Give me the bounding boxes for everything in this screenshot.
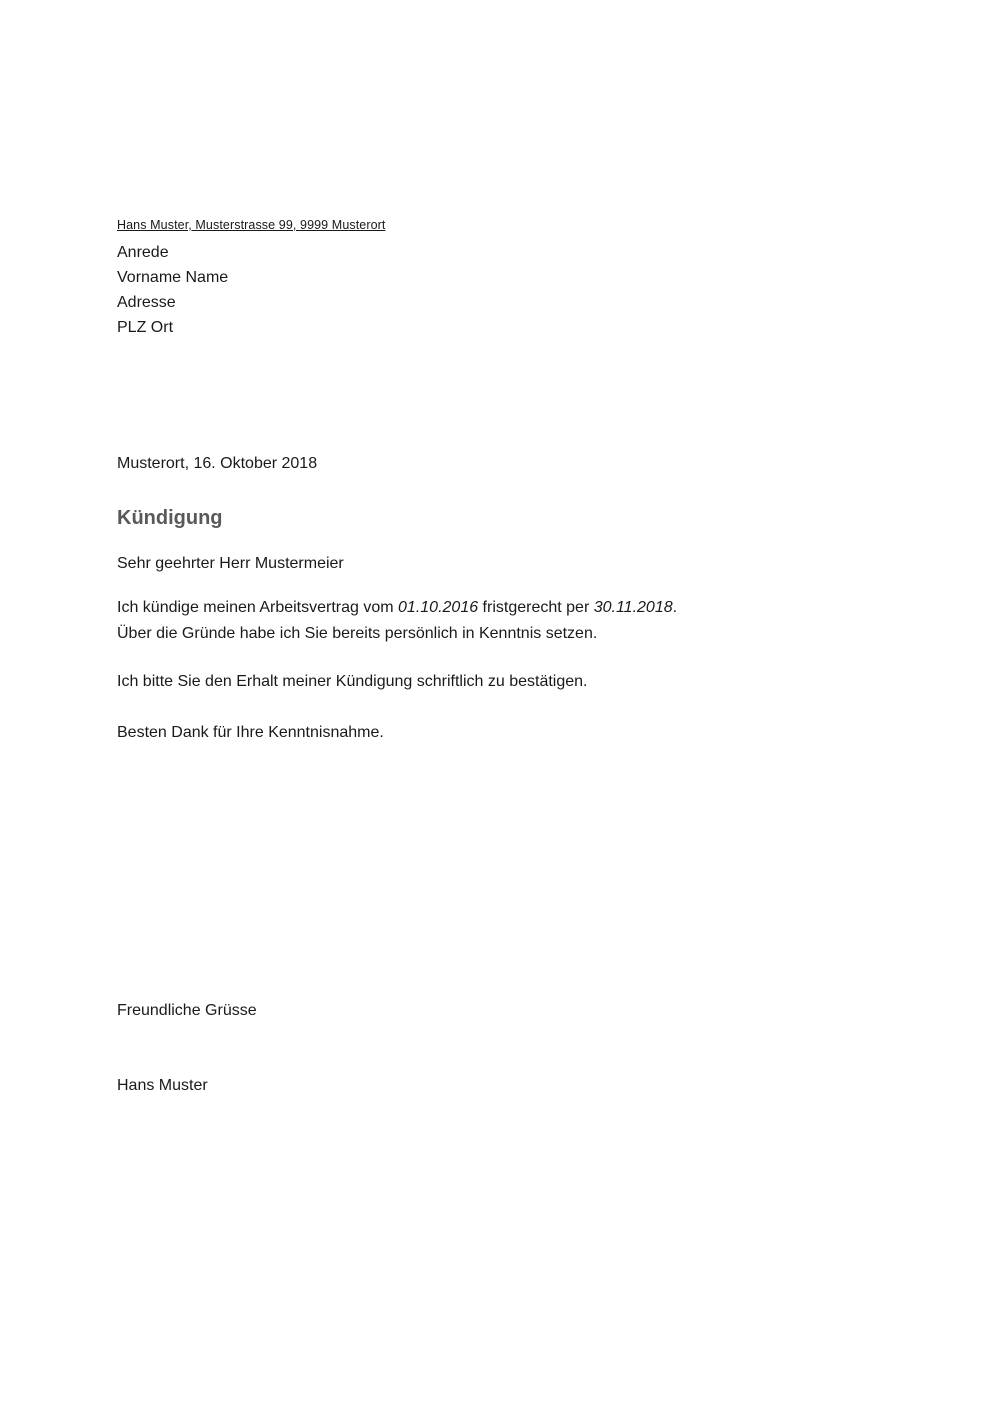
recipient-city: PLZ Ort — [117, 319, 174, 336]
closing: Freundliche Grüsse — [117, 1002, 257, 1019]
recipient-address-block — [117, 240, 912, 340]
sender-address-line: Hans Muster, Musterstrasse 99, 9999 Musterort — [117, 218, 386, 232]
recipient-street: Adresse — [117, 294, 176, 311]
subject-heading: Kündigung — [117, 507, 223, 529]
termination-end-date: 30.11.2018 — [593, 599, 673, 616]
body-paragraph-1 — [117, 595, 912, 647]
termination-start-date: 01.10.2016 — [398, 599, 479, 616]
paragraph-text: Über die Gründe habe ich Sie bereits persönlich in Kenntnis setzen. — [117, 625, 598, 642]
recipient-salutation: Anrede — [117, 244, 169, 261]
recipient-name: Vorname Name — [117, 269, 229, 286]
paragraph-text: Ich kündige meinen Arbeitsvertrag vom — [117, 599, 399, 616]
place-and-date: Musterort, 16. Oktober 2018 — [117, 455, 318, 472]
paragraph-text: fristgerecht per — [478, 599, 594, 616]
body-paragraph-2: Ich bitte Sie den Erhalt meiner Kündigung schriftlich zu bestätigen. — [117, 673, 588, 690]
body-paragraph-3: Besten Dank für Ihre Kenntnisnahme. — [117, 724, 384, 741]
paragraph-text: . — [672, 599, 678, 616]
signature-name: Hans Muster — [117, 1077, 208, 1094]
greeting: Sehr geehrter Herr Mustermeier — [117, 555, 344, 572]
